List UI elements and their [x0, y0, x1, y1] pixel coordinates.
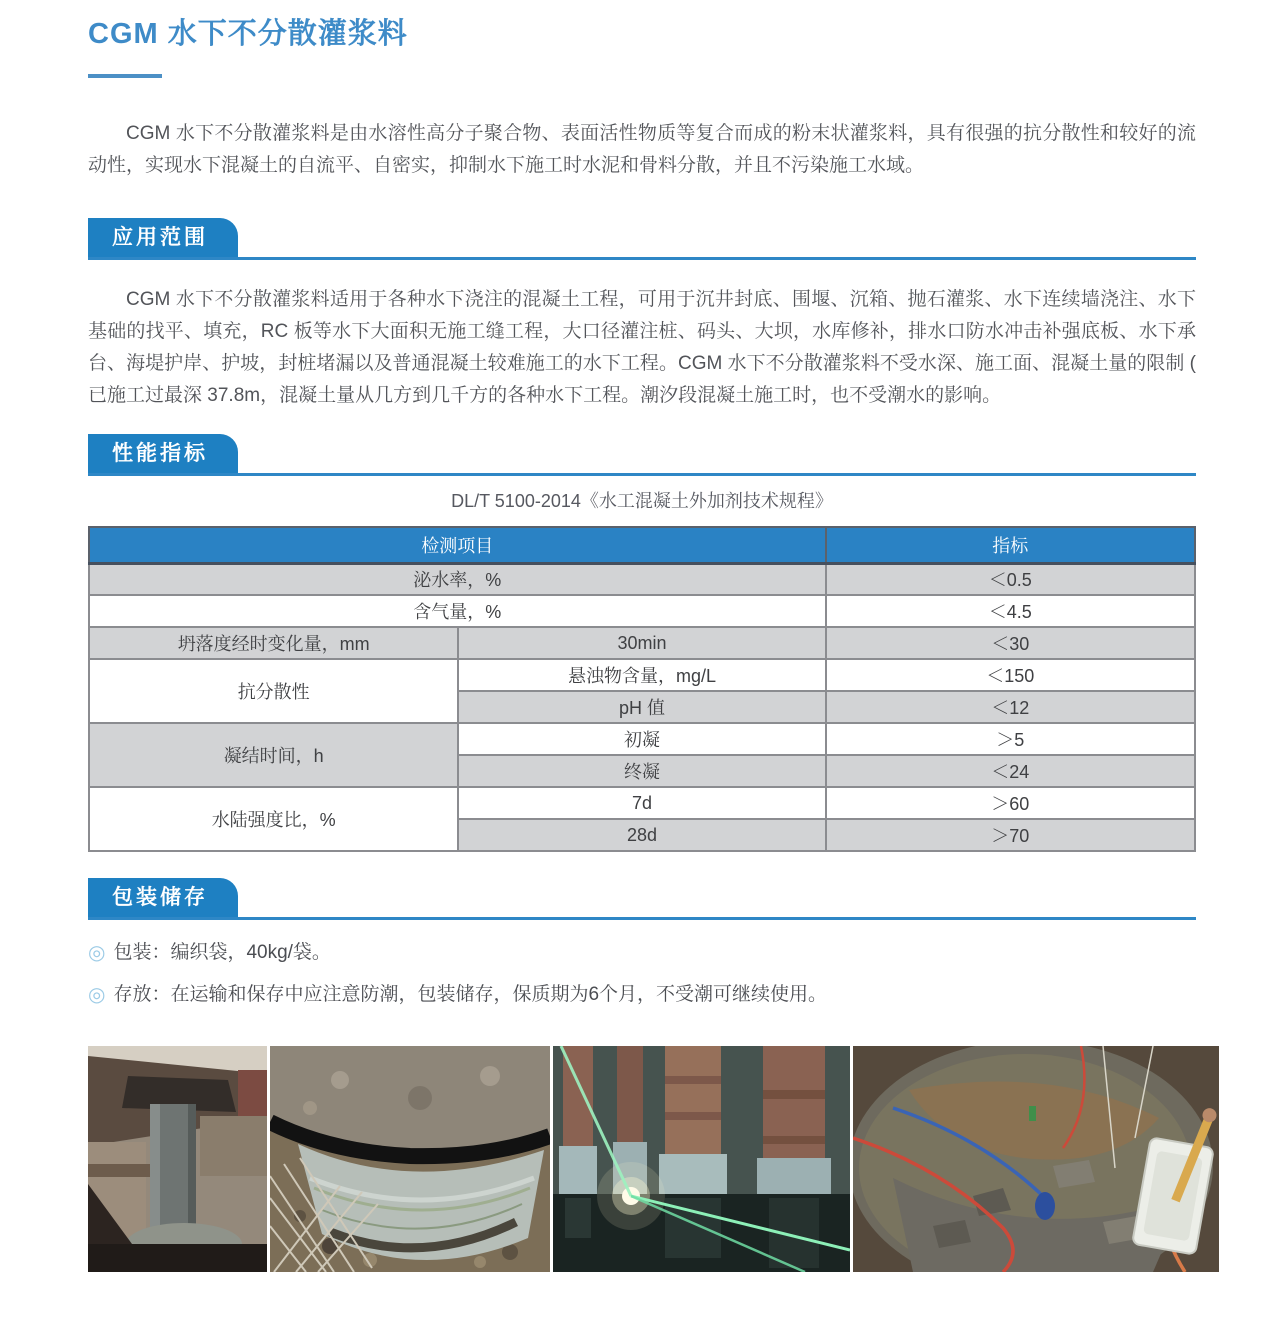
header-cell-index: 指标	[826, 527, 1195, 563]
cell-value: ＜4.5	[826, 595, 1195, 627]
table-row	[89, 787, 1195, 819]
cell-sub: pH 值	[458, 691, 825, 723]
section-header-packaging	[88, 878, 1196, 920]
packaging-badge: 包装储存	[88, 878, 238, 917]
application-badge: 应用范围	[88, 218, 238, 257]
cell-sub: 初凝	[458, 723, 825, 755]
table-row	[89, 723, 1195, 755]
project-photo-strip	[88, 1046, 1196, 1272]
night-piers-laser-photo	[553, 1046, 850, 1272]
performance-badge: 性能指标	[88, 434, 238, 473]
cell-item: 坍落度经时变化量，mm	[89, 627, 458, 659]
cell-value: ＞70	[826, 819, 1195, 851]
cell-value: ＜150	[826, 659, 1195, 691]
packaging-list	[88, 936, 1196, 1012]
list-item	[88, 978, 1196, 1012]
title-underline	[88, 74, 162, 78]
cell-value: ＜30	[826, 627, 1195, 659]
cell-item: 凝结时间，h	[89, 723, 458, 787]
cell-value: ＜12	[826, 691, 1195, 723]
cell-value: ＞5	[826, 723, 1195, 755]
cell-value: ＜0.5	[826, 563, 1195, 595]
double-ring-bullet-icon: ◎	[88, 984, 106, 1006]
section-header-performance	[88, 434, 1196, 476]
packaging-item-text: 包装：编织袋，40kg/袋。	[113, 942, 331, 963]
cell-item: 水陆强度比，%	[89, 787, 458, 851]
cell-value: ＜24	[826, 755, 1195, 787]
application-paragraph: CGM 水下不分散灌浆料适用于各种水下浇注的混凝土工程，可用于沉井封底、围堰、沉箱、抛石灌浆、水下连续墙浇注、水下基础的找平、填充，RC 板等水下大面积无施工缝工程，大口径灌注桩、码头、大坝，水库修补，排水口防水冲击补强底板、水下承台、海堤护岸、护坡，封桩堵漏以及普通混凝土较难施工的水下工程。CGM 水下不分散灌浆料不受水深、施工面、混凝土量的限制 ( 已施工过最深 37.8m，混凝土量从几方到几千方的各种水下工程。潮汐段混凝土施工时，也不受潮水的影响。	[88, 289, 1196, 406]
standard-reference: DL/T 5100-2014《水工混凝土外加剂技术规程》	[451, 491, 833, 511]
caisson-shaft-photo	[853, 1046, 1219, 1272]
list-item	[88, 936, 1196, 970]
cell-sub: 悬浊物含量，mg/L	[458, 659, 825, 691]
cell-sub: 30min	[458, 627, 825, 659]
cell-sub: 28d	[458, 819, 825, 851]
double-ring-bullet-icon: ◎	[88, 942, 106, 964]
cell-item: 含气量，%	[89, 595, 826, 627]
bridge-pier-column-photo	[88, 1046, 267, 1272]
performance-table	[88, 526, 1196, 852]
cell-item: 泌水率，%	[89, 563, 826, 595]
cell-sub: 7d	[458, 787, 825, 819]
cell-item: 抗分散性	[89, 659, 458, 723]
table-row	[89, 563, 1195, 595]
packaging-item-text: 存放：在运输和保存中应注意防潮，包装储存，保质期为6个月，不受潮可继续使用。	[113, 984, 828, 1005]
table-row	[89, 659, 1195, 691]
section-header-application	[88, 218, 1196, 260]
intro-paragraph: CGM 水下不分散灌浆料是由水溶性高分子聚合物、表面活性物质等复合而成的粉末状灌浆料，具有很强的抗分散性和较好的流动性，实现水下混凝土的自流平、自密实，抑制水下施工时水泥和骨料分散，并且不污染施工水域。	[88, 123, 1196, 176]
header-cell-item: 检测项目	[89, 527, 826, 563]
table-header-row	[89, 527, 1195, 563]
table-row	[89, 627, 1195, 659]
pier-base-repair-photo	[270, 1046, 550, 1272]
table-row	[89, 595, 1195, 627]
cell-sub: 终凝	[458, 755, 825, 787]
cell-value: ＞60	[826, 787, 1195, 819]
page-title: CGM 水下不分散灌浆料	[88, 18, 408, 50]
